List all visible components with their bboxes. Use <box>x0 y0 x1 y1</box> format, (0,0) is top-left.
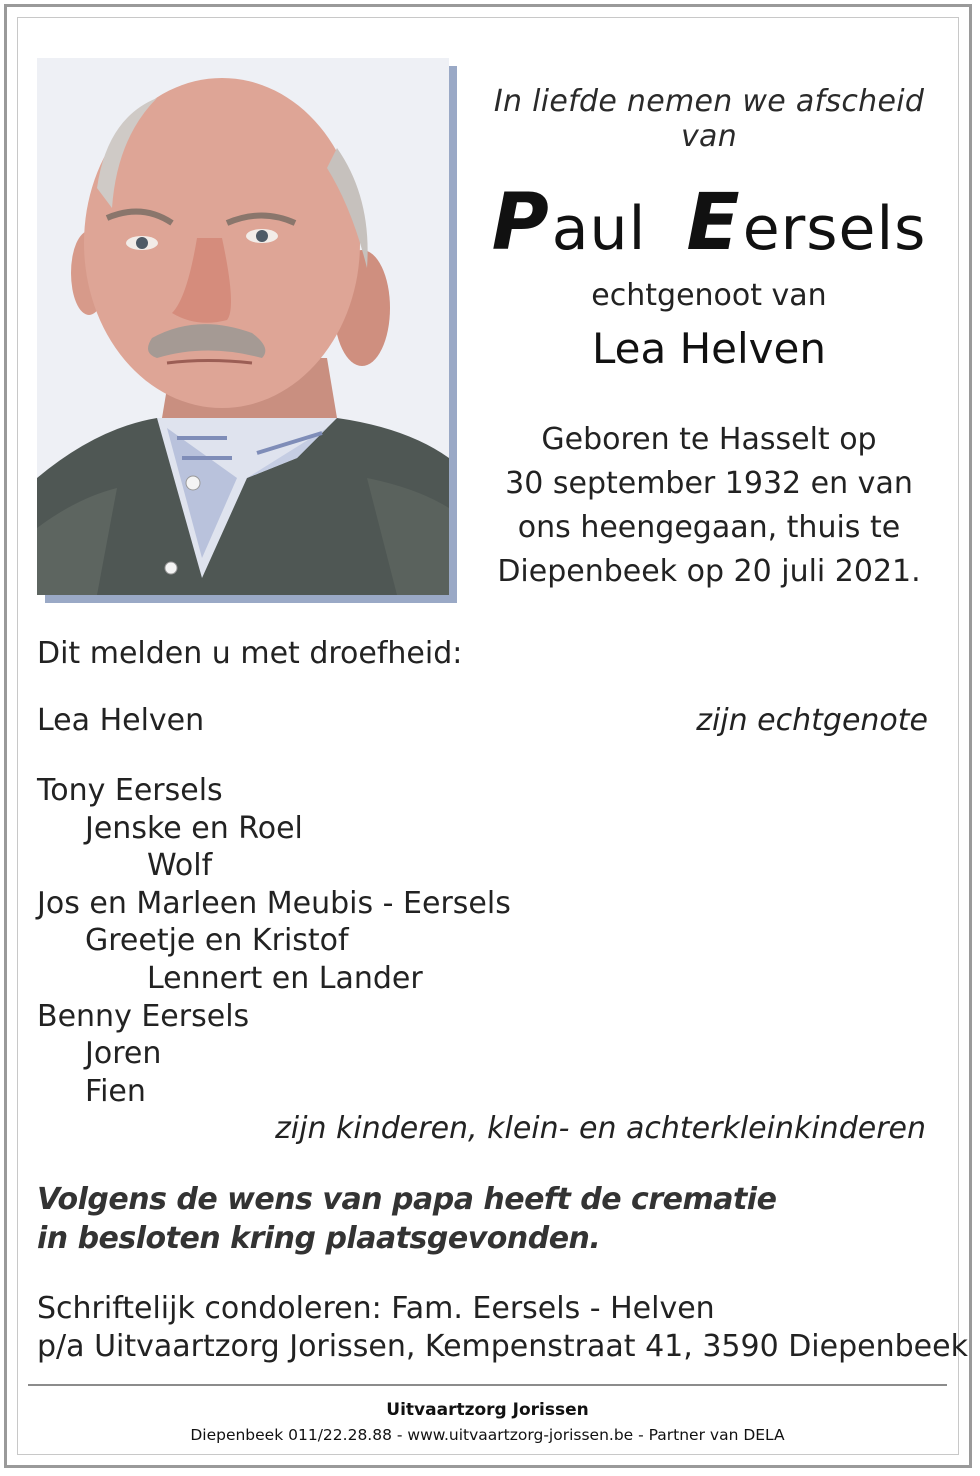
first-name-rest: aul <box>551 194 647 264</box>
condolence-line: p/a Uitvaartzorg Jorissen, Kempenstraat 41, 3590 Diepenbeek <box>37 1329 968 1364</box>
last-name-rest: ersels <box>742 194 927 264</box>
family-member: Tony Eersels <box>37 773 223 808</box>
family-member: Jenske en Roel <box>85 810 303 846</box>
family-member: Benny Eersels <box>37 998 250 1034</box>
mourner-spouse-role: zijn echtgenote <box>696 703 928 738</box>
family-list <box>37 772 511 1110</box>
family-member: Joren <box>85 1036 162 1072</box>
wish-line: in besloten kring plaatsgevonden. <box>37 1221 601 1256</box>
cremation-wish <box>37 1180 776 1258</box>
family-member: Jos en Marleen Meubis - Eersels <box>37 885 511 921</box>
born-line: 30 september 1932 en van <box>505 466 913 501</box>
footer-info: Diepenbeek 011/22.28.88 - www.uitvaartzorg-jorissen.be - Partner van DELA <box>190 1426 785 1444</box>
spouse-name: Lea Helven <box>592 324 826 373</box>
first-name-initial: P <box>491 178 550 268</box>
wish-line: Volgens de wens van papa heeft de crematie <box>37 1182 777 1217</box>
footer-title: Uitvaartzorg Jorissen <box>386 1400 589 1420</box>
family-member: Wolf <box>147 848 213 884</box>
last-name-initial: E <box>686 178 741 268</box>
condolence-address <box>37 1290 968 1366</box>
family-member: Lennert en Lander <box>147 960 423 996</box>
announce-text: Dit melden u met droefheid: <box>37 636 463 671</box>
born-line: Geboren te Hasselt op <box>541 422 877 457</box>
portrait-illustration <box>37 58 449 595</box>
born-line: Diepenbeek op 20 juli 2021. <box>497 554 921 589</box>
children-role: zijn kinderen, klein- en achterkleinkinderen <box>275 1111 926 1146</box>
portrait-photo <box>37 58 449 595</box>
mourner-spouse: Lea Helven <box>37 703 205 738</box>
birth-death-info <box>470 418 948 594</box>
spouse-of-label: echtgenoot van <box>591 278 827 313</box>
intro-text: In liefde nemen we afscheid van <box>493 84 925 154</box>
condolence-line: Schriftelijk condoleren: Fam. Eersels - Helven <box>37 1291 715 1326</box>
family-member: Fien <box>85 1073 146 1109</box>
family-member: Greetje en Kristof <box>85 923 349 959</box>
born-line: ons heengegaan, thuis te <box>517 510 901 545</box>
footer-divider <box>28 1384 947 1386</box>
deceased-name <box>470 178 948 268</box>
